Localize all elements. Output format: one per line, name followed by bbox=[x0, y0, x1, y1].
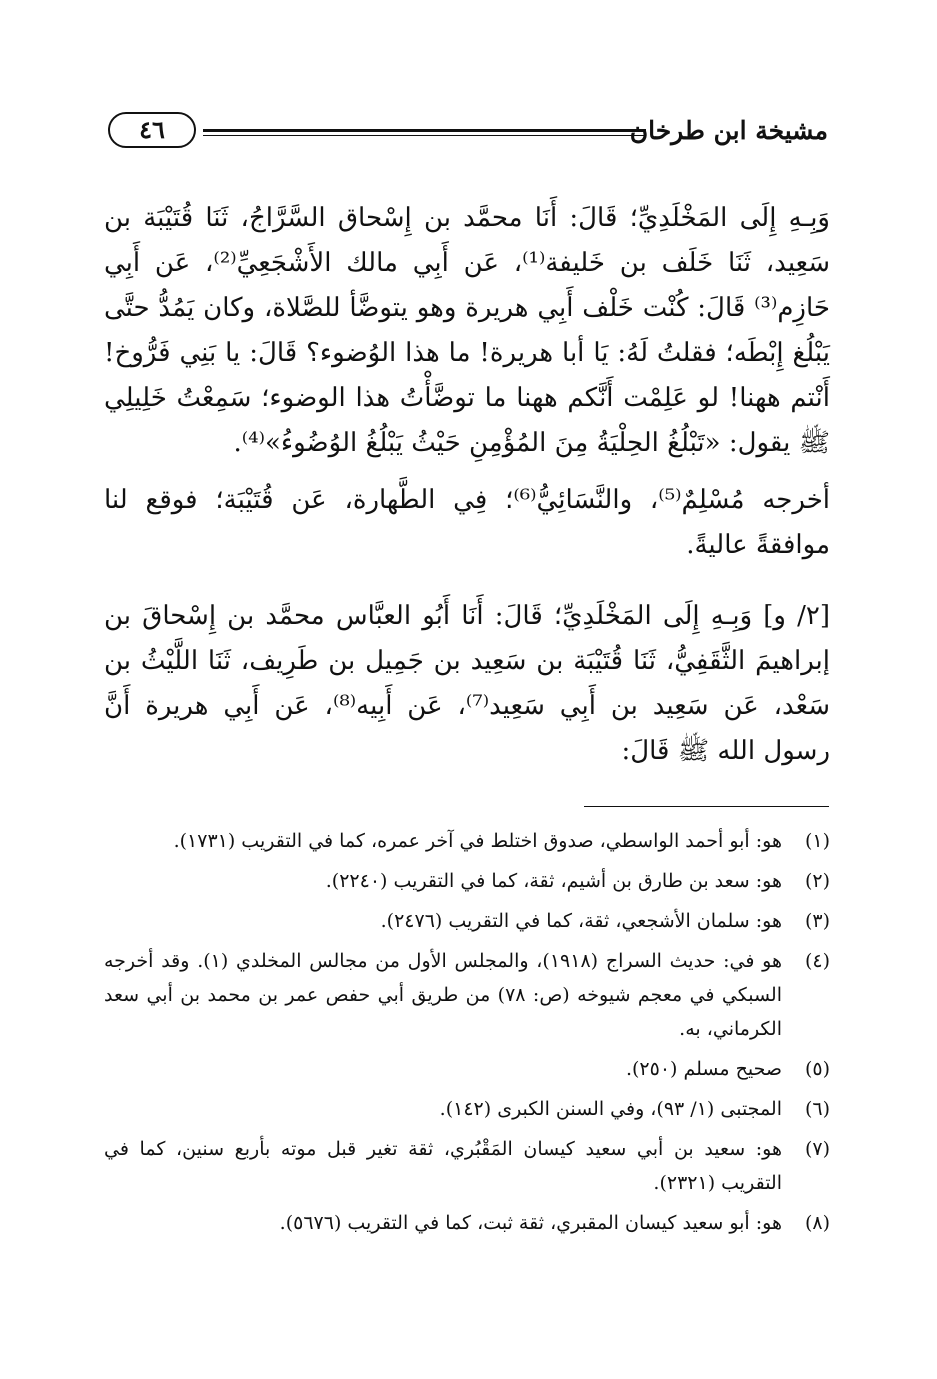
footnote-number: (٦) bbox=[804, 1098, 830, 1120]
footnote bbox=[104, 1132, 830, 1200]
footnote-number: (٨) bbox=[804, 1212, 830, 1234]
book-title: مشيخة ابن طرخان bbox=[629, 116, 828, 145]
page-number: ٤٦ bbox=[108, 112, 196, 148]
takhrij-paragraph: أخرجه مُسْلِمٌ⁽⁵⁾، والنَّسَائِيُّ⁽⁶⁾؛ فِي الطَّهارة، عَن قُتَيْبَة؛ فوقع لنا موافقةً عاليةً. bbox=[104, 485, 830, 560]
footnote-text: هو: سلمان الأشجعي، ثقة، كما في التقريب (٢٤٧٦). bbox=[380, 910, 782, 932]
footnote bbox=[104, 1092, 830, 1126]
hadith-paragraph-1: وَبِـهِ إِلَى المَخْلَدِيِّ؛ قَالَ: أَنَا محمَّد بن إِسْحاق السَّرَّاجُ، ثَنَا قُتَيْبَة بن سَعِيد، ثَنَا خَلَف بن خَليفة⁽¹⁾، عَن أَبِي مالك الأَشْجَعِيِّ⁽²⁾، عَن أَبِي حَازِم⁽³⁾ قَالَ: كُنْت خَلْف أَبِي هريرة وهو يتوضَّأ للصَّلاة، وكان يَمُدُّ حتَّى يَبْلُغ إِبْطَه؛ فقلتُ لَهُ: يَا أبا هريرة! ما هذا الوُضوء؟ قَالَ: يا بَنِي فَرُّوخ! أَنْتم ههنا! لو عَلِمْت أَنَّكم ههنا ما توضَّأْتُ هذا الوضوء؛ سَمِعْتُ خَلِيلِي ﷺ يقول: «تَبْلُغُ الحِلْيَةُ مِنَ المُؤْمِنِ حَيْثُ يَبْلُغُ الوُضُوءُ»⁽⁴⁾. bbox=[104, 203, 830, 458]
main-text bbox=[104, 196, 830, 786]
footnote-divider bbox=[584, 806, 829, 807]
footnote-number: (٣) bbox=[804, 910, 830, 932]
footnote bbox=[104, 1052, 830, 1086]
footnote-text: هو: سعد بن طارق بن أشيم، ثقة، كما في التقريب (٢٢٤٠). bbox=[325, 870, 782, 892]
footnote bbox=[104, 1206, 830, 1240]
footnote bbox=[104, 864, 830, 898]
footnote-text: هو: أبو أحمد الواسطي، صدوق اختلط في آخر عمره، كما في التقريب (١٧٣١). bbox=[173, 830, 782, 852]
footnote-text: هو في: حديث السراج (١٩١٨)، والمجلس الأول من مجالس المخلدي (١). وقد أخرجه السبكي في معجم شيوخه (ص: ٧٨) من طريق أبي حفص عمر بن محمد بن أبي سعد الكرماني، به. bbox=[104, 950, 782, 1040]
footnote-number: (٤) bbox=[804, 950, 830, 972]
footnote bbox=[104, 824, 830, 858]
footnotes bbox=[104, 824, 830, 1246]
footnote-number: (١) bbox=[804, 830, 830, 852]
footnote-text: صحيح مسلم (٢٥٠). bbox=[625, 1058, 782, 1080]
footnote-number: (٥) bbox=[804, 1058, 830, 1080]
running-header bbox=[108, 112, 828, 156]
hadith-paragraph-2: [٢/ و] وَبِـهِ إِلَى المَخْلَدِيِّ؛ قَالَ: أَنَا أَبُو العبَّاس محمَّد بن إِسْحاقَ بن إبراهيمَ الثَّقَفِيُّ، ثَنَا قُتَيْبَة بن سَعِيد بن جَمِيل بن طَرِيف، ثَنَا اللَّيْثُ بن سَعْد، عَن سَعِيد بن أَبِي سَعِيد⁽⁷⁾، عَن أَبِيه⁽⁸⁾، عَن أَبِي هريرة أَنَّ رسول الله ﷺ قَالَ: bbox=[104, 601, 831, 766]
footnote-number: (٢) bbox=[804, 870, 830, 892]
footnote bbox=[104, 904, 830, 938]
footnote bbox=[104, 944, 830, 1046]
header-rule bbox=[203, 129, 646, 136]
footnote-text: هو: أبو سعيد كيسان المقبري، ثقة ثبت، كما في التقريب (٥٦٧٦). bbox=[279, 1212, 782, 1234]
footnote-text: المجتبى (١/ ٩٣)، وفي السنن الكبرى (١٤٢). bbox=[439, 1098, 782, 1120]
footnote-text: هو: سعيد بن أبي سعيد كيسان المَقْبُري، ثقة تغير قبل موته بأربع سنين، كما في التقريب (٢٣٢١). bbox=[104, 1138, 782, 1194]
footnote-number: (٧) bbox=[804, 1138, 830, 1160]
